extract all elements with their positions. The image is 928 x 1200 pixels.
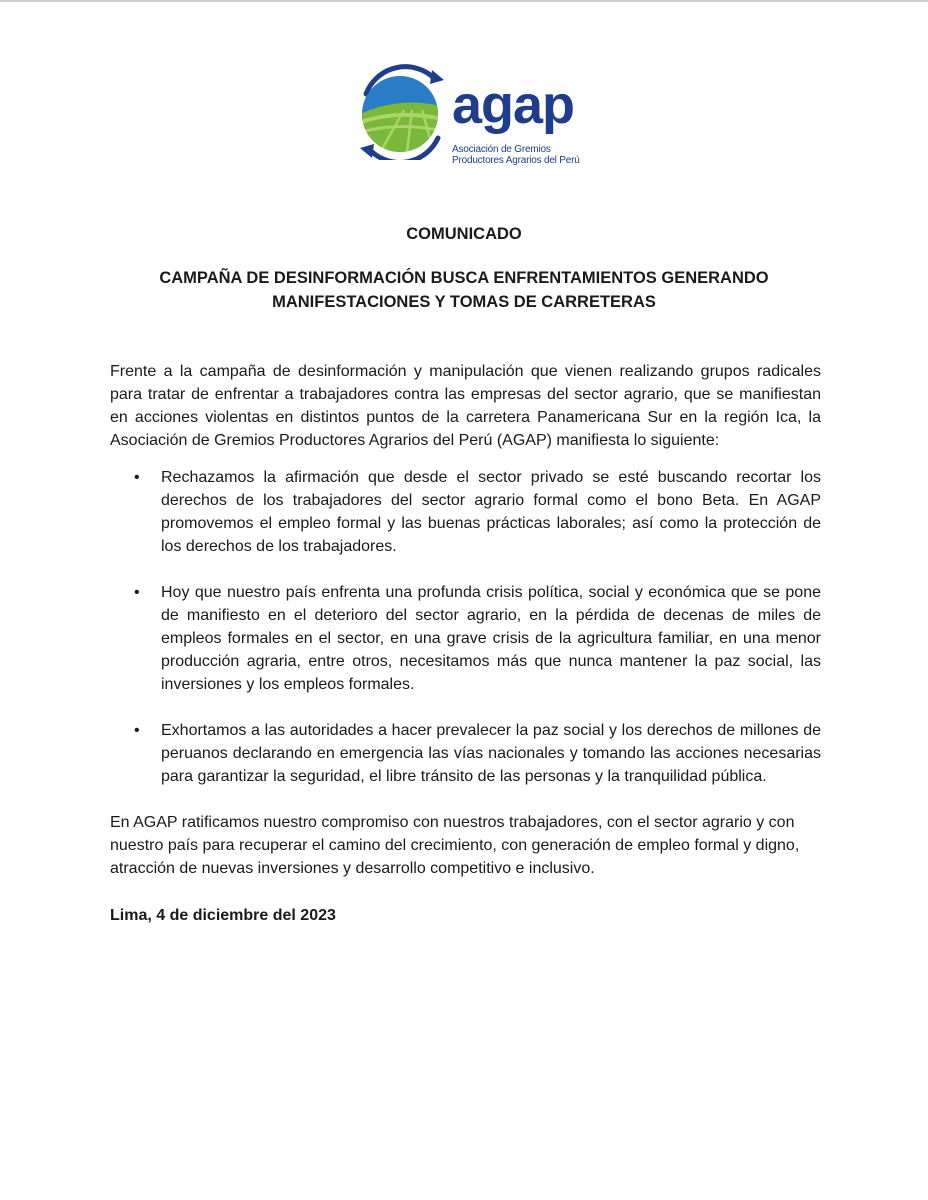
list-item xyxy=(110,581,821,696)
bullet-text: Hoy que nuestro país enfrenta una profunda crisis política, social y económica que se pone de manifiesto en el deterioro del sector agrario, en la pérdida de decenas de miles de empleos formales en el sector, en una grave crisis de la agricultura familiar, en una menor producción agraria, entre otros, necesitamos más que nunca mantener la paz social, las inversiones y los empleos formales. xyxy=(161,584,821,693)
document-body xyxy=(110,360,821,927)
document-subtitle xyxy=(0,266,928,314)
top-border xyxy=(0,0,928,2)
intro-paragraph: Frente a la campaña de desinformación y manipulación que vienen realizando grupos radicales para tratar de enfrentar a trabajadores contra las empresas del sector agrario, que se manifiestan en acciones violentas en distintos puntos de la carretera Panamericana Sur en la región Ica, la Asociación de Gremios Productores Agrarios del Perú (AGAP) manifiesta lo siguiente: xyxy=(110,363,821,449)
logo-subtitle xyxy=(452,144,580,166)
logo-subtitle-line2: Productores Agrarios del Perú xyxy=(452,155,580,166)
document-title: COMUNICADO xyxy=(406,225,522,243)
bullet-icon: • xyxy=(134,469,140,486)
closing-paragraph: En AGAP ratificamos nuestro compromiso con nuestros trabajadores, con el sector agrario y con nuestro país para recuperar el camino del crecimiento, con generación de empleo formal y digno, atracción de nuevas inversiones y desarrollo competitivo e inclusivo. xyxy=(110,814,800,877)
list-item xyxy=(110,466,821,558)
bullet-icon: • xyxy=(134,584,140,601)
document-subtitle-line2: MANIFESTACIONES Y TOMAS DE CARRETERAS xyxy=(272,293,656,311)
bullet-icon: • xyxy=(134,722,140,739)
agap-logo xyxy=(356,64,580,170)
bullet-text: Exhortamos a las autoridades a hacer prevalecer la paz social y los derechos de millones de peruanos declarando en emergencia las vías nacionales y tomando las acciones necesarias para garantizar la seguridad, el libre tránsito de las personas y la tranquilidad pública. xyxy=(161,722,821,785)
logo-subtitle-line1: Asociación de Gremios xyxy=(452,144,551,155)
list-item xyxy=(110,719,821,788)
bullet-list xyxy=(110,466,821,788)
document-subtitle-line1: CAMPAÑA DE DESINFORMACIÓN BUSCA ENFRENTAMIENTOS GENERANDO xyxy=(159,269,769,287)
agap-globe-icon xyxy=(356,64,448,160)
bullet-text: Rechazamos la afirmación que desde el sector privado se esté buscando recortar los derechos de los trabajadores del sector agrario formal como el bono Beta. En AGAP promovemos el empleo formal y las buenas prácticas laborales; así como la protección de los derechos de los trabajadores. xyxy=(161,469,821,555)
place-date: Lima, 4 de diciembre del 2023 xyxy=(110,907,336,924)
logo-wordmark: agap xyxy=(452,75,575,135)
